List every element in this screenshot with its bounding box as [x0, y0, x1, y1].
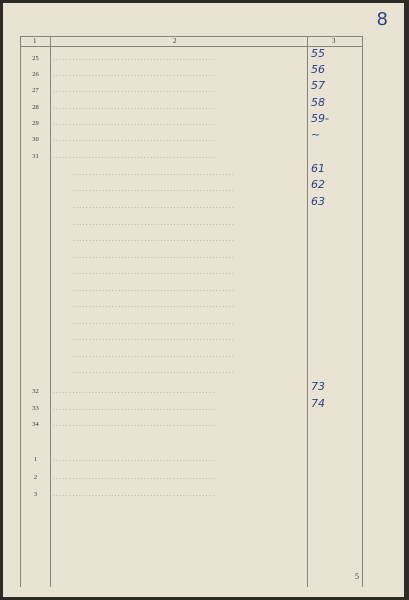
table-row — [21, 317, 362, 328]
header-col-2: 2 — [173, 37, 177, 45]
row-number: 29 — [32, 120, 39, 127]
row-description — [73, 251, 303, 262]
row-description — [53, 134, 303, 145]
handwritten-page-ref: 58 — [311, 96, 325, 109]
table-row — [21, 251, 362, 262]
table-row — [21, 79, 362, 96]
row-description — [53, 403, 303, 414]
table-row — [21, 333, 362, 344]
handwritten-page-ref: 62 — [311, 178, 325, 191]
row-number: 25 — [32, 55, 39, 62]
row-description — [53, 118, 303, 129]
table-row — [21, 419, 362, 430]
table-row — [21, 397, 362, 414]
row-description — [53, 454, 303, 465]
row-number: 2 — [33, 474, 38, 481]
row-description — [73, 350, 303, 361]
table-header — [21, 36, 362, 47]
handwritten-page-ref: 55 — [311, 47, 325, 60]
row-description — [53, 472, 303, 483]
handwritten-page-ref: ~ — [311, 128, 321, 141]
row-description — [73, 184, 303, 195]
table-row — [21, 284, 362, 295]
row-description — [73, 234, 303, 245]
row-description — [73, 366, 303, 377]
table-row — [21, 267, 362, 278]
appendix-row — [21, 489, 362, 500]
row-number: 32 — [32, 388, 39, 395]
row-description — [53, 386, 303, 397]
handwritten-page-ref: 59- — [311, 112, 329, 125]
row-number: 34 — [32, 421, 39, 428]
row-number: 30 — [32, 136, 39, 143]
row-description — [73, 201, 303, 212]
table-row — [21, 300, 362, 311]
appendix-row — [21, 472, 362, 483]
row-number: 3 — [33, 491, 38, 498]
header-col-3: 3 — [332, 37, 336, 45]
row-description — [73, 300, 303, 311]
table-row — [21, 350, 362, 361]
row-description — [53, 151, 303, 162]
row-description — [53, 489, 303, 500]
table-row — [21, 234, 362, 245]
row-description — [53, 69, 303, 80]
row-number: 1 — [33, 456, 38, 463]
table-row — [21, 218, 362, 229]
table-row — [21, 380, 362, 397]
table-row — [21, 151, 362, 162]
row-description — [73, 284, 303, 295]
page-number: 5 — [355, 572, 359, 581]
row-description — [73, 317, 303, 328]
handwritten-page-ref: 57 — [311, 79, 325, 92]
row-number: 26 — [32, 71, 39, 78]
row-description — [53, 102, 303, 113]
handwritten-page-ref: 73 — [311, 380, 325, 393]
row-description — [73, 218, 303, 229]
header-col-1: 1 — [33, 37, 37, 45]
table-row — [21, 366, 362, 377]
row-description — [73, 267, 303, 278]
row-description — [73, 168, 303, 179]
row-number: 28 — [32, 104, 39, 111]
row-number: 31 — [32, 153, 39, 160]
row-number: 27 — [32, 87, 39, 94]
appendix-row — [21, 454, 362, 465]
row-description — [53, 419, 303, 430]
handwritten-corner-mark: 8 — [376, 9, 388, 30]
row-description — [53, 85, 303, 96]
handwritten-page-ref: 63 — [311, 195, 325, 208]
row-number: 33 — [32, 405, 39, 412]
row-description — [53, 53, 303, 64]
table-row — [21, 195, 362, 212]
document-page — [3, 3, 404, 597]
handwritten-page-ref: 61 — [311, 162, 325, 175]
handwritten-page-ref: 56 — [311, 63, 325, 76]
row-description — [73, 333, 303, 344]
table-row — [21, 178, 362, 195]
table-row — [21, 128, 362, 145]
handwritten-page-ref: 74 — [311, 397, 325, 410]
table-sheet — [20, 36, 363, 587]
